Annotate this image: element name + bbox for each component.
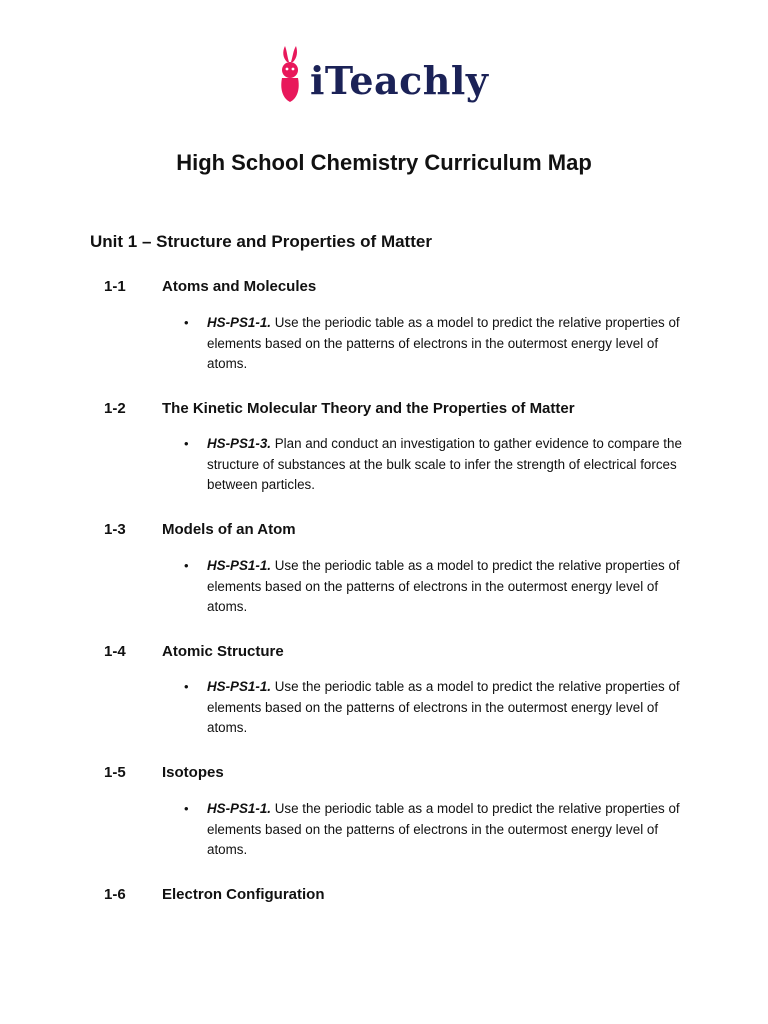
standard-item bbox=[184, 799, 684, 861]
logo-wordmark: iTeachly bbox=[310, 58, 489, 103]
standard-item bbox=[184, 313, 684, 375]
standard-text: Use the periodic table as a model to predict the relative properties of elements based on the patterns of electrons in the outermost energy level of atoms. bbox=[207, 801, 680, 858]
lesson-heading bbox=[104, 400, 575, 417]
standard-code: HS-PS1-1. bbox=[207, 315, 271, 330]
lesson-title: Isotopes bbox=[162, 764, 224, 781]
standard-text: Use the periodic table as a model to predict the relative properties of elements based on the patterns of electrons in the outermost energy level of atoms. bbox=[207, 679, 680, 736]
standard-text: Use the periodic table as a model to predict the relative properties of elements based on the patterns of electrons in the outermost energy level of atoms. bbox=[207, 315, 680, 372]
logo bbox=[276, 44, 488, 104]
lesson-heading bbox=[104, 278, 316, 295]
lesson-number: 1-3 bbox=[104, 521, 126, 538]
standard-text: Use the periodic table as a model to predict the relative properties of elements based on the patterns of electrons in the outermost energy level of atoms. bbox=[207, 558, 680, 615]
lesson-heading bbox=[104, 764, 224, 781]
lesson-heading bbox=[104, 886, 325, 903]
lesson-number: 1-5 bbox=[104, 764, 126, 781]
standard-code: HS-PS1-1. bbox=[207, 801, 271, 816]
lesson-number: 1-2 bbox=[104, 400, 126, 417]
standard-code: HS-PS1-1. bbox=[207, 679, 271, 694]
lesson-number: 1-6 bbox=[104, 886, 126, 903]
bullet-icon: • bbox=[184, 801, 189, 816]
standard-code: HS-PS1-1. bbox=[207, 558, 271, 573]
lesson-title: Atomic Structure bbox=[162, 643, 284, 660]
lesson-heading bbox=[104, 521, 296, 538]
lesson-title: The Kinetic Molecular Theory and the Properties of Matter bbox=[162, 400, 575, 417]
standard-code: HS-PS1-3. bbox=[207, 436, 271, 451]
bullet-icon: • bbox=[184, 679, 189, 694]
lesson-heading bbox=[104, 643, 284, 660]
lesson-number: 1-1 bbox=[104, 278, 126, 295]
bullet-icon: • bbox=[184, 436, 189, 451]
lesson-title: Models of an Atom bbox=[162, 521, 296, 538]
rabbit-logo-icon bbox=[276, 44, 304, 104]
document-title: High School Chemistry Curriculum Map bbox=[176, 150, 592, 175]
bullet-icon: • bbox=[184, 315, 189, 330]
lesson-number: 1-4 bbox=[104, 643, 126, 660]
standard-item bbox=[184, 677, 684, 739]
lesson-title: Electron Configuration bbox=[162, 886, 325, 903]
standard-text: Plan and conduct an investigation to gather evidence to compare the structure of substances at the bulk scale to infer the strength of electrical forces between particles. bbox=[207, 436, 682, 493]
bullet-icon: • bbox=[184, 558, 189, 573]
lesson-title: Atoms and Molecules bbox=[162, 278, 317, 295]
standard-item bbox=[184, 434, 684, 496]
unit-heading: Unit 1 – Structure and Properties of Matter bbox=[90, 232, 432, 251]
standard-item bbox=[184, 556, 684, 618]
